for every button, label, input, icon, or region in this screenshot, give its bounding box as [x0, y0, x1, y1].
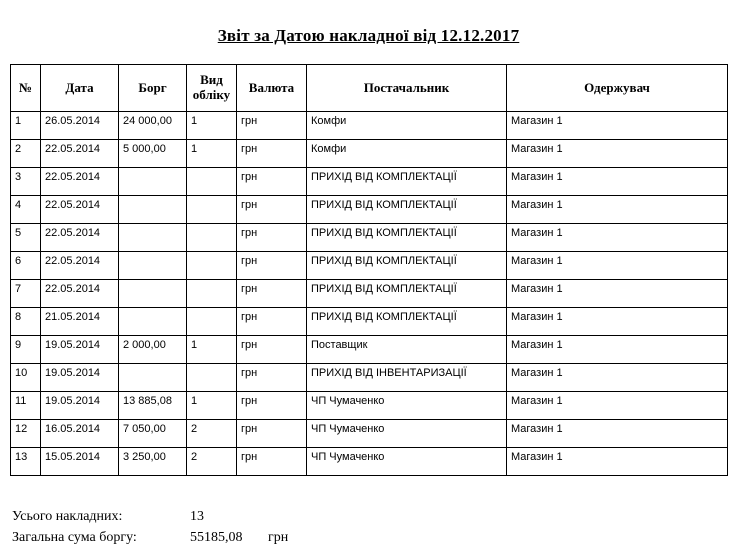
- cell-currency: грн: [237, 196, 307, 224]
- cell-currency: грн: [237, 112, 307, 140]
- table-row[interactable]: [11, 168, 728, 196]
- cell-supplier: ЧП Чумаченко: [307, 448, 507, 476]
- cell-date: 22.05.2014: [41, 140, 119, 168]
- cell-type: [187, 168, 237, 196]
- table-row[interactable]: [11, 196, 728, 224]
- table-row[interactable]: [11, 280, 728, 308]
- cell-supplier: ПРИХІД ВІД КОМПЛЕКТАЦІЇ: [307, 252, 507, 280]
- cell-date: 22.05.2014: [41, 224, 119, 252]
- cell-number: 6: [11, 252, 41, 280]
- cell-date: 19.05.2014: [41, 392, 119, 420]
- table-header-row: [11, 65, 728, 112]
- cell-debt: 2 000,00: [119, 336, 187, 364]
- cell-date: 26.05.2014: [41, 112, 119, 140]
- column-header-date: Дата: [41, 65, 119, 112]
- totals-count-row: [12, 509, 288, 530]
- cell-debt: 5 000,00: [119, 140, 187, 168]
- cell-supplier: ПРИХІД ВІД КОМПЛЕКТАЦІЇ: [307, 196, 507, 224]
- totals-sum-value: 55185,08: [190, 530, 243, 545]
- cell-type: [187, 196, 237, 224]
- cell-debt: [119, 280, 187, 308]
- cell-debt: [119, 168, 187, 196]
- cell-debt: [119, 196, 187, 224]
- cell-type: 1: [187, 336, 237, 364]
- cell-supplier: ЧП Чумаченко: [307, 420, 507, 448]
- column-header-type: Вид обліку: [187, 65, 237, 112]
- report-table-container: [0, 64, 737, 476]
- cell-type: 1: [187, 392, 237, 420]
- cell-date: 19.05.2014: [41, 364, 119, 392]
- table-row[interactable]: [11, 420, 728, 448]
- cell-date: 22.05.2014: [41, 252, 119, 280]
- cell-date: 16.05.2014: [41, 420, 119, 448]
- cell-debt: 7 050,00: [119, 420, 187, 448]
- cell-currency: грн: [237, 420, 307, 448]
- cell-number: 1: [11, 112, 41, 140]
- cell-receiver: Магазин 1: [507, 336, 728, 364]
- totals-count-label: Усього накладних:: [12, 509, 123, 524]
- cell-supplier: ПРИХІД ВІД КОМПЛЕКТАЦІЇ: [307, 168, 507, 196]
- column-header-currency: Валюта: [237, 65, 307, 112]
- cell-date: 19.05.2014: [41, 336, 119, 364]
- cell-receiver: Магазин 1: [507, 140, 728, 168]
- cell-type: [187, 364, 237, 392]
- table-row[interactable]: [11, 392, 728, 420]
- cell-number: 8: [11, 308, 41, 336]
- cell-supplier: ПРИХІД ВІД КОМПЛЕКТАЦІЇ: [307, 224, 507, 252]
- cell-supplier: Поставщик: [307, 336, 507, 364]
- cell-receiver: Магазин 1: [507, 224, 728, 252]
- cell-type: 2: [187, 420, 237, 448]
- table-row[interactable]: [11, 308, 728, 336]
- cell-supplier: Комфи: [307, 112, 507, 140]
- column-header-supplier: Постачальник: [307, 65, 507, 112]
- totals-sum-row: [12, 530, 288, 551]
- cell-receiver: Магазин 1: [507, 280, 728, 308]
- table-row[interactable]: [11, 364, 728, 392]
- cell-debt: [119, 308, 187, 336]
- cell-date: 22.05.2014: [41, 280, 119, 308]
- cell-type: [187, 252, 237, 280]
- totals-block: [12, 509, 288, 551]
- cell-number: 11: [11, 392, 41, 420]
- table-row[interactable]: [11, 448, 728, 476]
- cell-debt: 13 885,08: [119, 392, 187, 420]
- cell-number: 9: [11, 336, 41, 364]
- cell-date: 22.05.2014: [41, 196, 119, 224]
- cell-currency: грн: [237, 280, 307, 308]
- cell-receiver: Магазин 1: [507, 420, 728, 448]
- cell-number: 4: [11, 196, 41, 224]
- cell-currency: грн: [237, 336, 307, 364]
- cell-receiver: Магазин 1: [507, 448, 728, 476]
- table-row[interactable]: [11, 140, 728, 168]
- cell-receiver: Магазин 1: [507, 168, 728, 196]
- cell-debt: [119, 224, 187, 252]
- cell-number: 12: [11, 420, 41, 448]
- cell-supplier: Комфи: [307, 140, 507, 168]
- cell-currency: грн: [237, 364, 307, 392]
- cell-supplier: ЧП Чумаченко: [307, 392, 507, 420]
- column-header-debt: Борг: [119, 65, 187, 112]
- cell-number: 3: [11, 168, 41, 196]
- cell-receiver: Магазин 1: [507, 364, 728, 392]
- cell-debt: [119, 252, 187, 280]
- cell-currency: грн: [237, 140, 307, 168]
- report-table: [10, 64, 728, 476]
- cell-supplier: ПРИХІД ВІД КОМПЛЕКТАЦІЇ: [307, 280, 507, 308]
- cell-supplier: ПРИХІД ВІД ІНВЕНТАРИЗАЦІЇ: [307, 364, 507, 392]
- cell-type: [187, 280, 237, 308]
- table-row[interactable]: [11, 224, 728, 252]
- cell-type: 2: [187, 448, 237, 476]
- cell-date: 21.05.2014: [41, 308, 119, 336]
- cell-currency: грн: [237, 252, 307, 280]
- cell-currency: грн: [237, 308, 307, 336]
- cell-receiver: Магазин 1: [507, 196, 728, 224]
- table-body: [11, 112, 728, 476]
- table-row[interactable]: [11, 252, 728, 280]
- totals-count-value: 13: [190, 509, 204, 524]
- table-row[interactable]: [11, 336, 728, 364]
- table-row[interactable]: [11, 112, 728, 140]
- cell-number: 13: [11, 448, 41, 476]
- cell-currency: грн: [237, 224, 307, 252]
- page-title: Звіт за Датою накладної від 12.12.2017: [217, 26, 520, 45]
- cell-number: 5: [11, 224, 41, 252]
- cell-number: 10: [11, 364, 41, 392]
- cell-date: 22.05.2014: [41, 168, 119, 196]
- cell-receiver: Магазин 1: [507, 112, 728, 140]
- cell-debt: 24 000,00: [119, 112, 187, 140]
- cell-number: 2: [11, 140, 41, 168]
- table-header: [11, 65, 728, 112]
- cell-debt: 3 250,00: [119, 448, 187, 476]
- cell-receiver: Магазин 1: [507, 392, 728, 420]
- cell-number: 7: [11, 280, 41, 308]
- cell-receiver: Магазин 1: [507, 308, 728, 336]
- totals-sum-unit: грн: [268, 530, 289, 545]
- column-header-receiver: Одержувач: [507, 65, 728, 112]
- cell-receiver: Магазин 1: [507, 252, 728, 280]
- cell-date: 15.05.2014: [41, 448, 119, 476]
- cell-currency: грн: [237, 448, 307, 476]
- cell-currency: грн: [237, 168, 307, 196]
- cell-type: [187, 308, 237, 336]
- column-header-number: №: [11, 65, 41, 112]
- cell-type: [187, 224, 237, 252]
- totals-sum-label: Загальна сума боргу:: [12, 530, 137, 545]
- cell-supplier: ПРИХІД ВІД КОМПЛЕКТАЦІЇ: [307, 308, 507, 336]
- cell-currency: грн: [237, 392, 307, 420]
- cell-type: 1: [187, 112, 237, 140]
- cell-type: 1: [187, 140, 237, 168]
- cell-debt: [119, 364, 187, 392]
